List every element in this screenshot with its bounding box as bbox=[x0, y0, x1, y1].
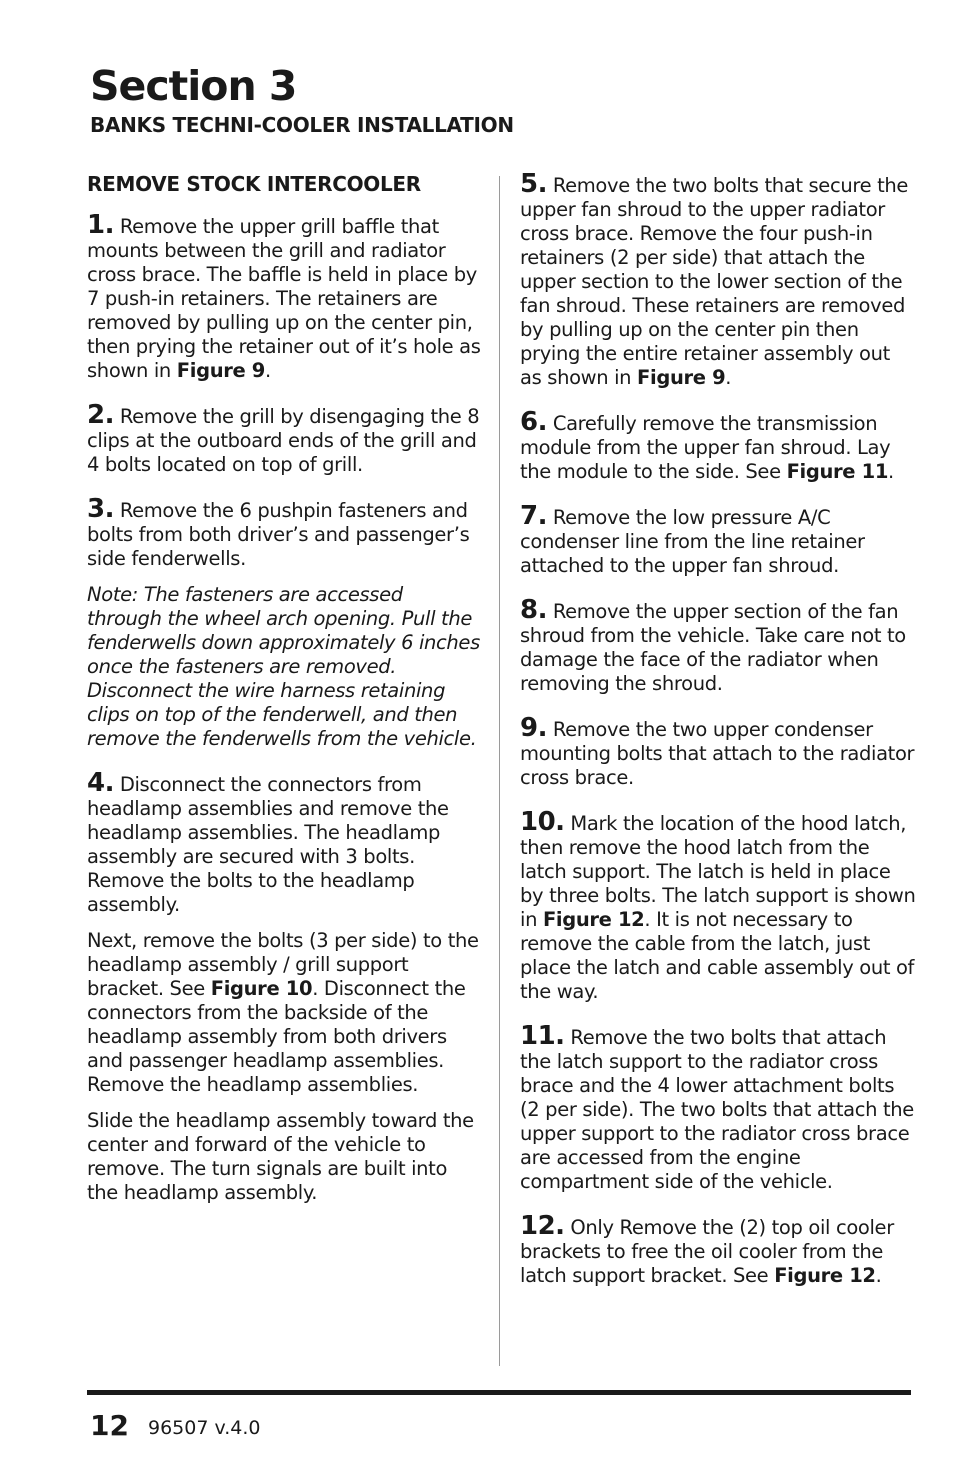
step-text: Mark the location of the hood latch, then remove the hood latch from the latch support. The latch is held in place by three bolts. The latch support is shown in bbox=[520, 812, 916, 931]
step-text-end: . bbox=[888, 460, 894, 483]
section-title: Section 3 bbox=[90, 62, 297, 110]
column-heading: REMOVE STOCK INTERCOOLER bbox=[87, 172, 421, 196]
page-number: 12 bbox=[90, 1409, 129, 1442]
figure-reference: Figure 11 bbox=[786, 460, 889, 483]
step-11 bbox=[520, 1021, 916, 1194]
step-8 bbox=[520, 595, 916, 696]
step-text: Remove the 6 pushpin fasteners and bolts from both driver’s and passenger’s side fenderwells. bbox=[87, 499, 470, 570]
figure-reference: Figure 9 bbox=[176, 359, 266, 382]
step-text: Disconnect the connectors from headlamp assemblies and remove the headlamp assemblies. The headlamp assembly are secured with 3 bolts. Remove the bolts to the headlamp assembly. bbox=[87, 773, 449, 916]
step-text: Remove the two upper condenser mounting bolts that attach to the radiator cross brace. bbox=[520, 718, 915, 789]
step-number: 7. bbox=[520, 501, 547, 531]
step-number: 1. bbox=[87, 210, 114, 240]
step-text-end: . bbox=[725, 366, 732, 389]
step-number: 12. bbox=[520, 1211, 565, 1241]
figure-reference: Figure 9 bbox=[637, 366, 726, 389]
step-1 bbox=[87, 210, 483, 383]
step-number: 4. bbox=[87, 768, 114, 798]
step-text: Carefully remove the transmission module from the upper fan shroud. Lay the module to the side. See bbox=[520, 412, 891, 483]
fenderwell-note: Note: The fasteners are accessed through the wheel arch opening. Pull the fenderwells down approximately 6 inches once the fasteners are removed. Disconnect the wire harness retaining clips on top of the fenderwell, and then remove the fenderwells from the vehicle. bbox=[87, 583, 480, 750]
step-number: 2. bbox=[87, 400, 114, 430]
document-code: 96507 v.4.0 bbox=[148, 1417, 261, 1439]
left-column bbox=[87, 172, 483, 1217]
figure-reference: Figure 12 bbox=[542, 908, 645, 931]
column-divider bbox=[499, 176, 500, 1366]
figure-reference: Figure 10 bbox=[210, 977, 313, 1000]
step-number: 6. bbox=[520, 407, 547, 437]
step-10 bbox=[520, 807, 916, 1004]
step-number: 10. bbox=[520, 807, 565, 837]
step-4-slide-paragraph: Slide the headlamp assembly toward the center and forward of the vehicle to remove. The turn signals are built into the headlamp assembly. bbox=[87, 1109, 474, 1204]
step-text: Remove the two bolts that attach the latch support to the radiator cross brace and the 4 lower attachment bolts (2 per side). The two bolts that attach the upper support to the radiator cross brace are accessed from the engine compartment side of the vehicle. bbox=[520, 1026, 914, 1193]
step-text-end: . It is not necessary to remove the cable from the latch, just place the latch and cable assembly out of the way. bbox=[520, 908, 915, 1003]
step-number: 11. bbox=[520, 1021, 565, 1051]
paragraph-text: Next, remove the bolts (3 per side) to the headlamp assembly / grill support bracket. See bbox=[87, 929, 479, 1000]
step-number: 3. bbox=[87, 494, 114, 524]
step-text: Remove the upper grill baffle that mounts between the grill and radiator cross brace. The baffle is held in place by 7 push-in retainers. The retainers are removed by pulling up on the center pin, then prying the retainer out of it’s hole as shown in bbox=[87, 215, 481, 382]
step-text: Remove the upper section of the fan shroud from the vehicle. Take care not to damage the face of the radiator when removing the shroud. bbox=[520, 600, 906, 695]
step-text: Remove the two bolts that secure the upper fan shroud to the upper radiator cross brace. Remove the four push-in retainers (2 per side) that attach the upper section to the lower section of the fan shroud. These retainers are removed by pulling up on the center pin then prying the entire retainer assembly out as shown in bbox=[520, 174, 909, 389]
step-12 bbox=[520, 1211, 916, 1288]
step-4-continued bbox=[87, 929, 483, 1097]
step-number: 8. bbox=[520, 595, 547, 625]
step-6 bbox=[520, 407, 916, 484]
step-2 bbox=[87, 400, 483, 477]
step-text-end: . bbox=[265, 359, 271, 382]
section-subtitle: BANKS TECHNI-COOLER INSTALLATION bbox=[90, 113, 514, 137]
step-text: Only Remove the (2) top oil cooler brackets to free the oil cooler from the latch support bracket. See bbox=[520, 1216, 894, 1287]
step-text-end: . bbox=[875, 1264, 882, 1287]
step-text: Remove the grill by disengaging the 8 clips at the outboard ends of the grill and 4 bolts located on top of grill. bbox=[87, 405, 480, 476]
step-7 bbox=[520, 501, 916, 578]
step-text: Remove the low pressure A/C condenser line from the line retainer attached to the upper fan shroud. bbox=[520, 506, 865, 577]
step-5 bbox=[520, 169, 916, 390]
step-4 bbox=[87, 768, 483, 917]
figure-reference: Figure 12 bbox=[774, 1264, 876, 1287]
right-column bbox=[520, 169, 916, 1308]
footer-rule bbox=[87, 1390, 911, 1395]
step-number: 5. bbox=[520, 169, 547, 199]
step-9 bbox=[520, 713, 916, 790]
paragraph-text-end: . Disconnect the connectors from the backside of the headlamp assembly from both drivers and passenger headlamp assemblies. Remove the headlamp assemblies. bbox=[87, 977, 466, 1096]
step-3 bbox=[87, 494, 483, 571]
step-number: 9. bbox=[520, 713, 547, 743]
